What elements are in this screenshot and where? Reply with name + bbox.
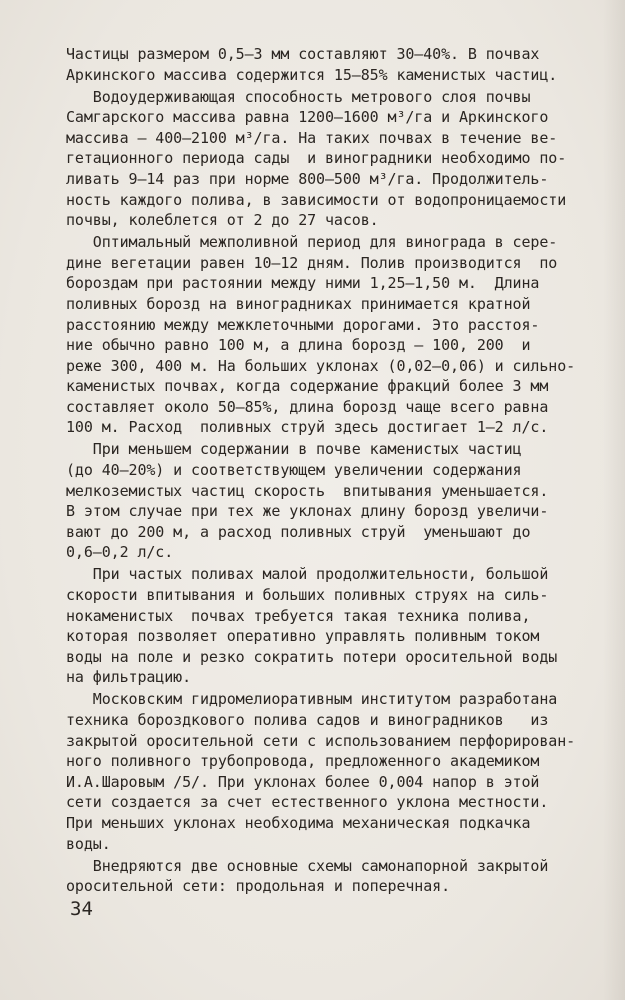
text-line: ние обычно равно 100 м, а длина борозд – 100, 200 и xyxy=(66,336,531,355)
text-line: 100 м. Расход поливных струй здесь достигает 1–2 л/с. xyxy=(66,418,549,437)
text-line: почвы, колеблется от 2 до 27 часов. xyxy=(66,211,379,230)
paragraph xyxy=(66,689,606,854)
text-line: воды. xyxy=(66,834,111,853)
paragraph xyxy=(66,439,606,563)
text-line: При меньших уклонах необходима механическая подкачка xyxy=(66,813,531,832)
text-line: ливать 9–14 раз при норме 800–500 м³/га. Продолжитель- xyxy=(66,169,549,188)
text-line: воды на поле и резко сократить потери оросительной воды xyxy=(66,647,558,666)
paragraph xyxy=(66,87,606,231)
text-line: составляет около 50–85%, длина борозд чаще всего равна xyxy=(66,397,549,416)
paragraph xyxy=(66,44,606,85)
text-line: бороздам при растоянии между ними 1,25–1,50 м. Длина xyxy=(66,274,540,293)
text-line: нокаменистых почвах требуется такая техника полива, xyxy=(66,606,531,625)
text-line: И.А.Шаровым /5/. При уклонах более 0,004 напор в этой xyxy=(66,772,540,791)
text-line: массива – 400–2100 м³/га. На таких почвах в течение ве- xyxy=(66,128,558,147)
text-line: При частых поливах малой продолжительности, большой xyxy=(66,565,549,584)
text-line: 0,6–0,2 л/с. xyxy=(66,543,174,562)
paragraph xyxy=(66,856,606,897)
text-line: дине вегетации равен 10–12 дням. Полив производится по xyxy=(66,253,558,272)
text-line: реже 300, 400 м. На больших уклонах (0,02–0,06) и сильно- xyxy=(66,356,576,375)
text-line: Самгарского массива равна 1200–1600 м³/га и Аркинского xyxy=(66,108,549,127)
page-edge-shadow xyxy=(603,0,625,1000)
text-line: Водоудерживающая способность метрового слоя почвы xyxy=(66,87,531,106)
text-line: закрытой оросительной сети с использованием перфорирован- xyxy=(66,731,576,750)
paragraph xyxy=(66,232,606,438)
text-line: Частицы размером 0,5–3 мм составляют 30–40%. В почвах xyxy=(66,45,540,63)
text-line: мелкоземистых частиц скорость впитывания уменьшается. xyxy=(66,481,549,500)
text-line: В этом случае при тех же уклонах длину борозд увеличи- xyxy=(66,502,549,521)
text-line: ного поливного трубопровода, предложенного академиком xyxy=(66,752,540,771)
text-line: скорости впитывания и больших поливных струях на силь- xyxy=(66,586,549,604)
text-line: оросительной сети: продольная и поперечная. xyxy=(66,877,451,896)
text-line: При меньшем содержании в почве каменистых частиц xyxy=(66,440,522,459)
text-line: расстоянию между межклеточными дорогами. Это расстоя- xyxy=(66,315,540,334)
text-line: Внедряются две основные схемы самонапорной закрытой xyxy=(66,856,549,875)
paragraph xyxy=(66,564,606,688)
text-line: гетационного периода сады и виноградники необходимо по- xyxy=(66,149,567,168)
text-line: поливных борозд на виноградниках принимается кратной xyxy=(66,294,531,313)
text-line: вают до 200 м, а расход поливных струй уменьшают до xyxy=(66,522,531,541)
body-text xyxy=(66,44,606,897)
text-line: техника бороздкового полива садов и виноградников из xyxy=(66,710,549,729)
text-line: которая позволяет оперативно управлять поливным током xyxy=(66,627,540,646)
page-number: 34 xyxy=(70,898,93,920)
text-line: каменистых почвах, когда содержание фракций более 3 мм xyxy=(66,377,549,396)
text-line: Московским гидромелиоративным институтом разработана xyxy=(66,690,558,709)
text-line: Оптимальный межполивной период для винограда в сере- xyxy=(66,233,558,252)
text-line: ность каждого полива, в зависимости от водопроницаемости xyxy=(66,190,567,209)
text-line: на фильтрацию. xyxy=(66,668,192,687)
text-line: (до 40–20%) и соответствующем увеличении содержания xyxy=(66,461,522,480)
text-line: Аркинского массива содержится 15–85% каменистых частиц. xyxy=(66,65,558,84)
text-line: сети создается за счет естественного уклона местности. xyxy=(66,793,549,812)
